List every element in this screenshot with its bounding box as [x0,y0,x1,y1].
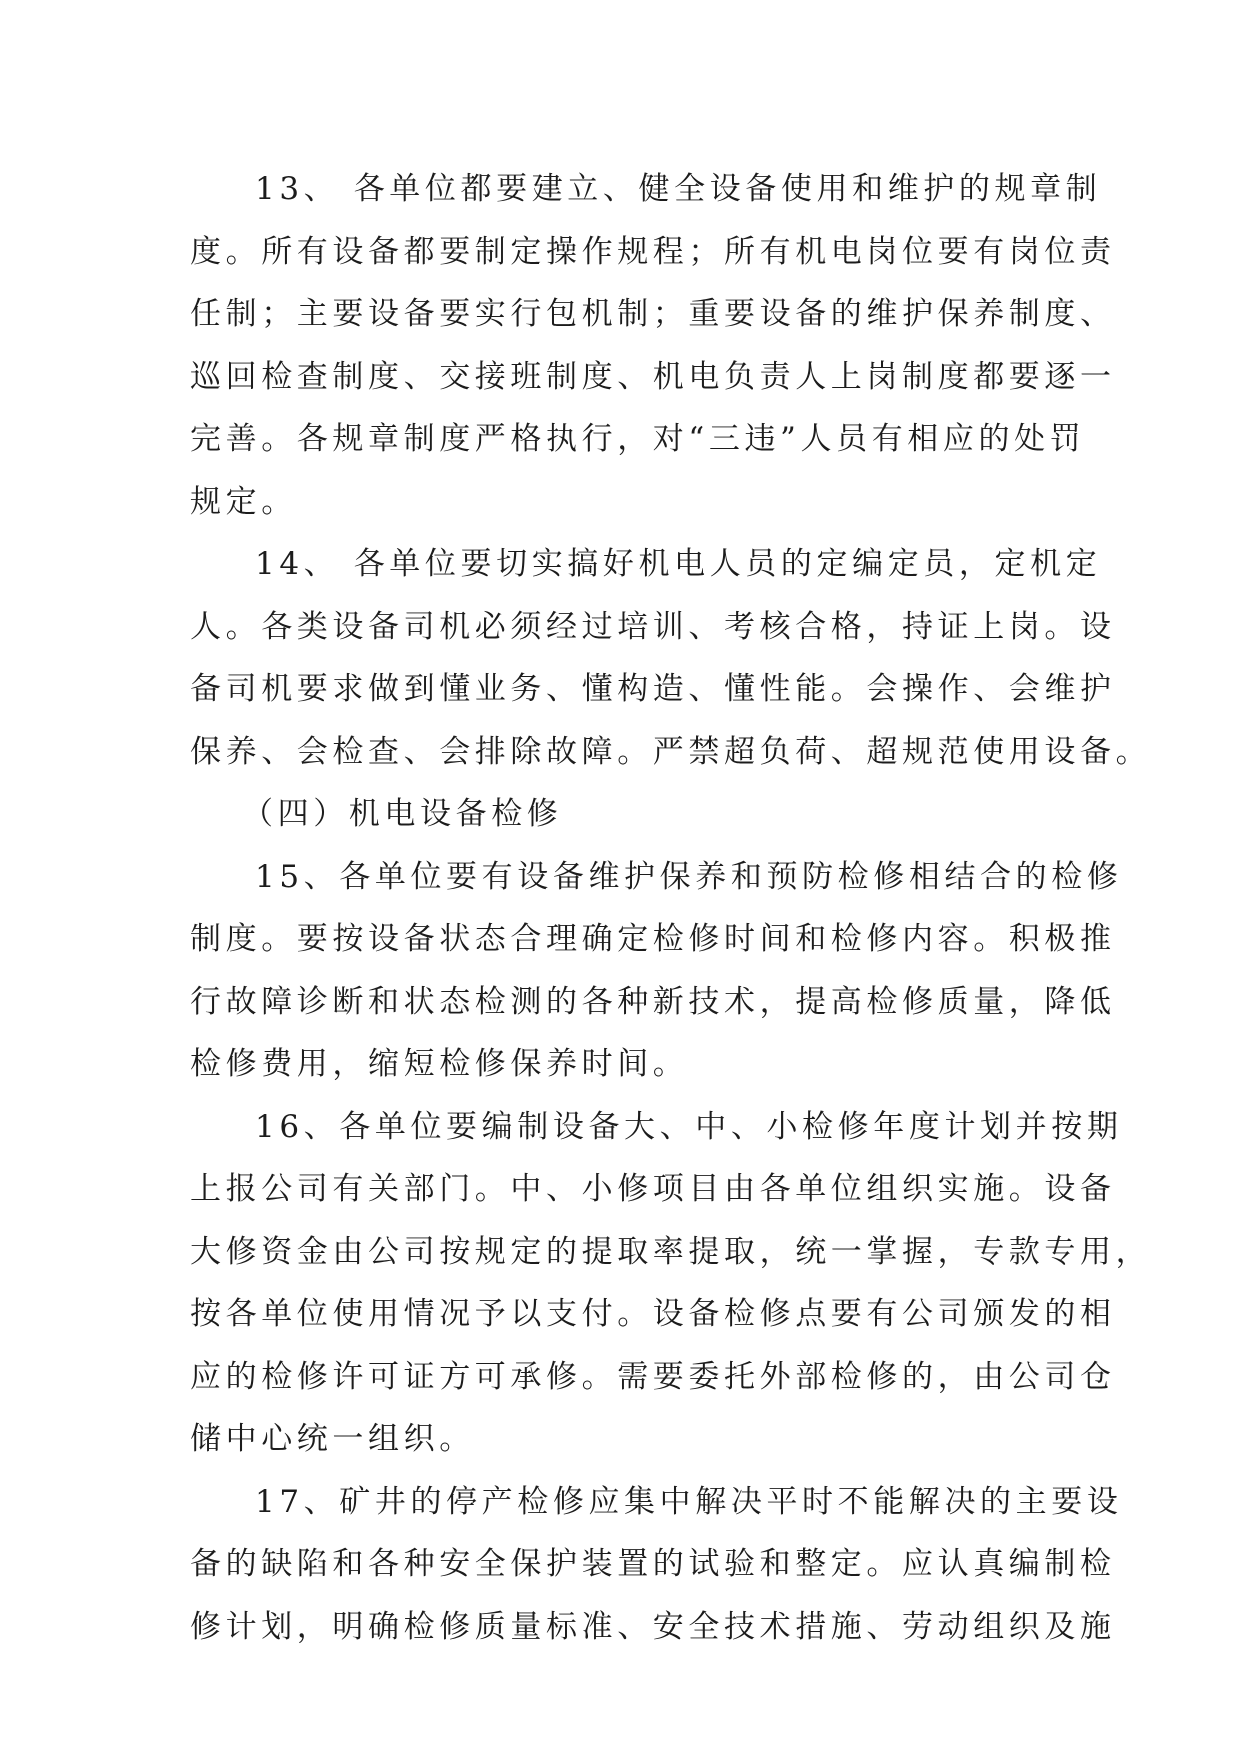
text-line: 人。各类设备司机必须经过培训、考核合格，持证上岗。设 [190,608,1116,645]
text-line: 检修费用，缩短检修保养时间。 [190,1046,689,1082]
text-line: 任制；主要设备要实行包机制；重要设备的维护保养制度、 [190,296,1116,332]
text-line: 大修资金由公司按规定的提取率提取，统一掌握，专款专用， [190,1233,1152,1270]
text-line: 修计划，明确检修质量标准、安全技术措施、劳动组织及施 [190,1608,1116,1645]
text-line: 17、矿井的停产检修应集中解决平时不能解决的主要设 [255,1483,1123,1520]
text-line: 应的检修许可证方可承修。需要委托外部检修的，由公司仓 [190,1358,1116,1395]
text-line: 储中心统一组织。 [190,1421,475,1457]
document-body [190,158,1152,1658]
text-line: 制度。要按设备状态合理确定检修时间和检修内容。积极推 [190,921,1116,957]
text-line: 按各单位使用情况予以支付。设备检修点要有公司颁发的相 [190,1296,1116,1332]
text-line: 备的缺陷和各种安全保护装置的试验和整定。应认真编制检 [190,1546,1116,1582]
text-line: 14、 各单位要切实搞好机电人员的定编定员，定机定 [255,546,1102,582]
text-line: 13、 各单位都要建立、健全设备使用和维护的规章制 [255,171,1102,207]
text-line: 15、各单位要有设备维护保养和预防检修相结合的检修 [255,858,1123,895]
text-line: 上报公司有关部门。中、小修项目由各单位组织实施。设备 [190,1171,1116,1207]
text-line: 保养、会检查、会排除故障。严禁超负荷、超规范使用设备。 [190,733,1152,770]
text-line: 行故障诊断和状态检测的各种新技术，提高检修质量，降低 [190,983,1116,1020]
text-line: 度。所有设备都要制定操作规程；所有机电岗位要有岗位责 [190,233,1116,270]
section-heading: （四）机电设备检修 [242,796,563,832]
text-line: 16、各单位要编制设备大、中、小检修年度计划并按期 [255,1108,1123,1145]
text-line: 备司机要求做到懂业务、懂构造、懂性能。会操作、会维护 [190,671,1116,707]
text-line: 规定。 [190,483,297,520]
text-line: 巡回检查制度、交接班制度、机电负责人上岗制度都要逐一 [190,358,1116,395]
text-line: 完善。各规章制度严格执行，对“三违”人员有相应的处罚 [190,421,1086,457]
